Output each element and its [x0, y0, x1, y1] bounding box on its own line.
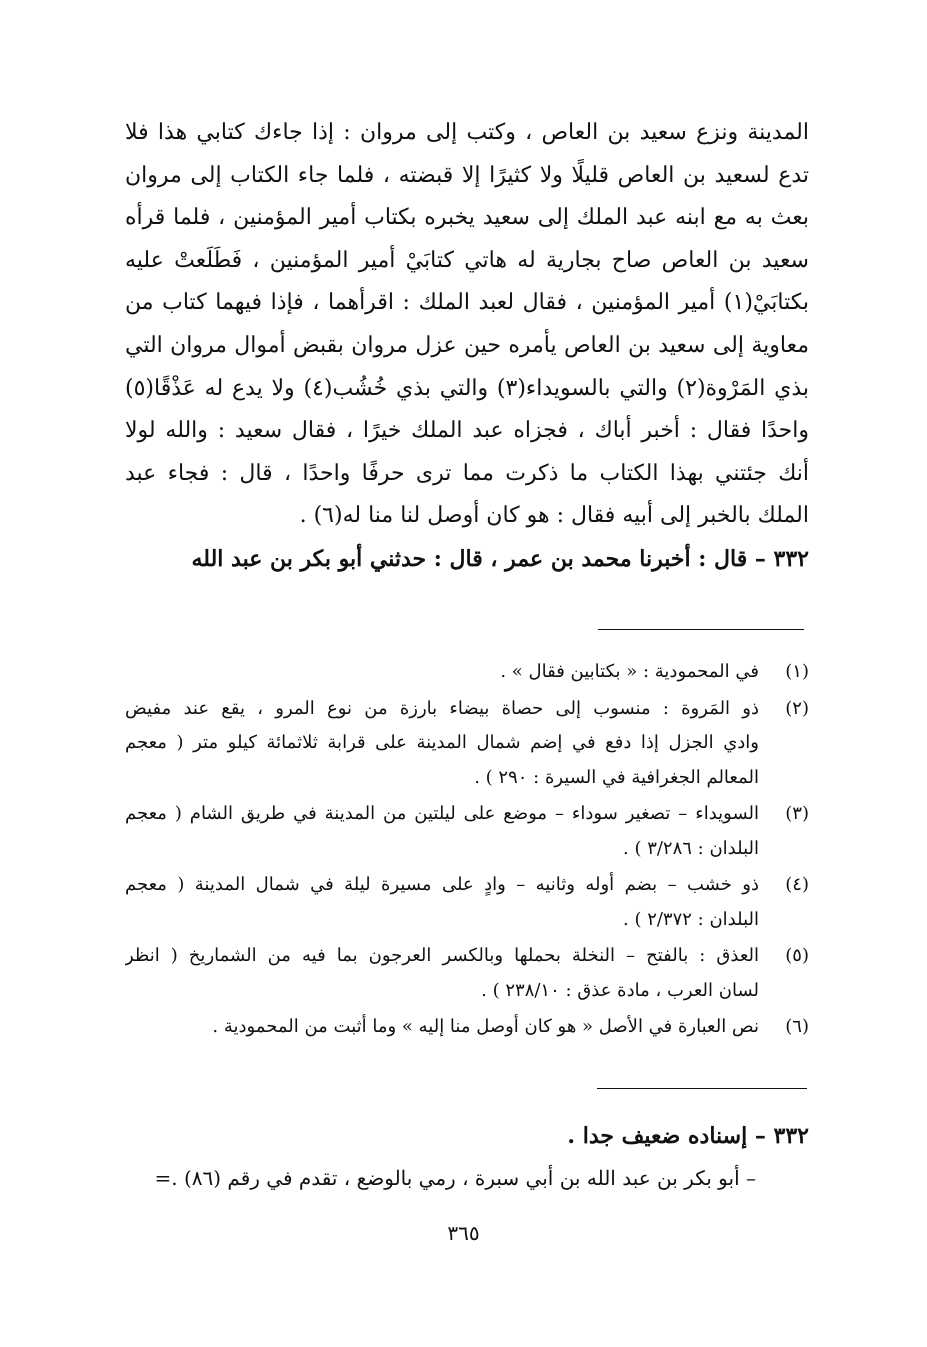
- page-number: ٣٦٥: [447, 1221, 480, 1245]
- isnad-note: ٣٣٢ – إسناده ضعيف جدا .: [567, 1123, 809, 1149]
- footnote-line: في المحمودية : « بكتابين فقال » .: [500, 661, 759, 682]
- main-text-line: بعث به مع ابنه عبد الملك إلى سعيد يخبره بكتاب أمير المؤمنين ، فلما قرأه: [125, 205, 809, 231]
- footnote-line: ذو خشب – بضم أوله وثانيه – وادٍ على مسيرة ليلة في شمال المدينة ( معجم: [125, 874, 759, 895]
- footnote-number: (١): [785, 661, 809, 682]
- footnote-line: السويداء – تصغير سوداء – موضع على ليلتين من المدينة في طريق الشام ( معجم: [125, 803, 759, 824]
- footnote-line: لسان العرب ، مادة عذق : ٢٣٨/١٠ ) .: [481, 979, 759, 1001]
- footnote-line: العذق : بالفتح – النخلة بحملها وبالكسر العرجون بما فيه من الشماريخ ( انظر: [125, 945, 759, 966]
- main-text-line: الملك بالخبر إلى أبيه فقال : هو كان أوصل لنا منا له(٦) .: [299, 503, 809, 529]
- narrator-note: – أبو بكر بن عبد الله بن أبي سبرة ، رمي بالوضع ، تقدم في رقم (٨٦) .=: [154, 1166, 756, 1190]
- footnote-item: [125, 797, 809, 866]
- footnotes-block: [125, 655, 809, 1047]
- footnote-line: وادي الجزل إذا دفع في إضم شمال المدينة على قرابة ثلاثمائة كيلو متر ( معجم: [125, 732, 759, 753]
- footnote-item: [125, 939, 809, 1008]
- footnote-item: [125, 868, 809, 937]
- main-text-line: المدينة ونزع سعيد بن العاص ، وكتب إلى مروان : إذا جاءك كتابي هذا فلا: [125, 120, 809, 145]
- footnote-line: نص العبارة في الأصل « هو كان أوصل منا إليه » وما أثبت من المحمودية .: [212, 1016, 759, 1037]
- footnote-item: [125, 692, 809, 796]
- footnote-item: [125, 655, 809, 690]
- footnote-line: المعالم الجغرافية في السيرة : ٢٩٠ ) .: [474, 766, 759, 788]
- isnad-divider: [597, 1088, 807, 1089]
- main-text-block: [125, 112, 809, 581]
- footnote-line: البلدان : ٢/٣٧٢ ) .: [623, 908, 759, 930]
- next-entry-heading: ٣٣٢ – قال : أخبرنا محمد بن عمر ، قال : حدثني أبو بكر بن عبد الله: [191, 545, 809, 572]
- main-text-line: أنك جئتني بهذا الكتاب ما ذكرت مما ترى حرفًا واحدًا ، قال : فجاء عبد: [125, 460, 809, 486]
- main-text-line: سعيد بن العاص صاح بجارية له هاتي كتابَيْ أمير المؤمنين ، فَطَلَعتْ عليه: [125, 247, 809, 273]
- footnote-line: البلدان : ٣/٢٨٦ ) .: [623, 837, 759, 859]
- footnote-line: ذو المَروة : منسوب إلى حصاة بيضاء بارزة من نوع المرو ، يقع عند مفيض: [125, 697, 759, 719]
- footnote-number: (٥): [785, 945, 809, 966]
- footnote-number: (٦): [785, 1016, 809, 1037]
- main-text-line: بذي المَرْوة(٢) والتي بالسويداء(٣) والتي بذي خُشُب(٤) ولا يدع له عَذْقًا(٥): [125, 375, 809, 401]
- main-text-line: واحدًا فقال : أخبر أباك ، فجزاه عبد الملك خيرًا ، فقال سعيد : والله لولا: [125, 418, 809, 444]
- footnote-number: (٣): [785, 803, 809, 824]
- main-text-line: معاوية إلى سعيد بن العاص يأمره حين عزل مروان بقبض أموال مروان التي: [125, 332, 809, 358]
- footnote-item: [125, 1010, 809, 1045]
- footnote-number: (٤): [785, 874, 809, 895]
- main-text-line: تدع لسعيد بن العاص قليلًا ولا كثيرًا إلا قبضته ، فلما جاء الكتاب إلى مروان: [125, 162, 809, 188]
- footnote-divider: [598, 629, 804, 630]
- footnote-number: (٢): [785, 697, 809, 719]
- main-text-line: بكتابَيْ(١) أمير المؤمنين ، فقال لعبد الملك : اقرأهما ، فإذا فيهما كتاب من: [125, 290, 809, 316]
